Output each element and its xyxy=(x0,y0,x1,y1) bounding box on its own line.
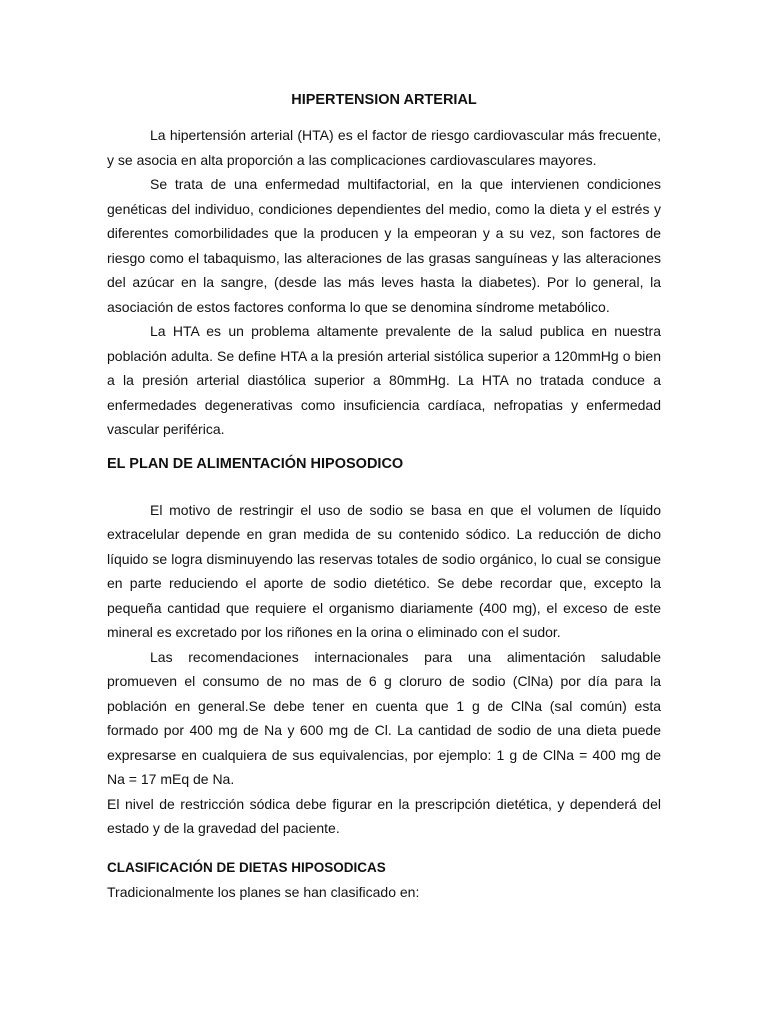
section-spacer xyxy=(107,841,661,856)
intro-paragraph-2: Se trata de una enfermedad multifactorial, en la que intervienen condiciones genéticas del individuo, condiciones dependientes del medio, como la dieta y el estrés y diferentes comorbilidades que la producen y la empeoran y a su vez, son factores de riesgo como el tabaquismo, las alteraciones de las grasas sanguíneas y las alteraciones del azúcar en la sangre, (desde las más leves hasta la diabetes). Por lo general, la asociación de estos factores conforma lo que se denomina síndrome metabólico. xyxy=(107,176,661,315)
section-spacer xyxy=(107,476,661,498)
section1-paragraph-1: El motivo de restringir el uso de sodio se basa en que el volumen de líquido extracelular depende en gran medida de su contenido sódico. La reducción de dicho líquido se logra disminuyendo las reservas totales de sodio orgánico, lo cual se consigue en parte reduciendo el aporte de sodio dietético. Se debe recordar que, excepto la pequeña cantidad que requiere el organismo diariamente (400 mg), el exceso de este mineral es excretado por los riñones en la orina o eliminado con el sudor. xyxy=(107,501,661,640)
document-page xyxy=(107,88,661,904)
section1-final-paragraph: El nivel de restricción sódica debe figurar en la prescripción dietética, y dependerá del estado y de la gravedad del paciente. xyxy=(107,795,661,836)
intro-paragraph-1: La hipertensión arterial (HTA) es el factor de riesgo cardiovascular más frecuente, y se asocia en alta proporción a las complicaciones cardiovasculares mayores. xyxy=(107,127,661,168)
section1-paragraph-2: Las recomendaciones internacionales para una alimentación saludable promueven el consumo de no mas de 6 g cloruro de sodio (ClNa) por día para la población en general.Se debe tener en cuenta que 1 g de ClNa (sal común) esta formado por 400 mg de Na y 600 mg de Cl. La cantidad de sodio de una dieta puede expresarse en cualquiera de sus equivalencias, por ejemplo: 1 g de ClNa = 400 mg de Na = 17 mEq de Na. xyxy=(107,648,661,787)
intro-paragraph-3: La HTA es un problema altamente prevalente de la salud publica en nuestra población adulta. Se define HTA a la presión arterial sistólica superior a 120mmHg o bien a la presión arterial diastólica superior a 80mmHg. La HTA no tratada conduce a enfermedades degenerativas como insuficiencia cardíaca, nefropatias y enfermedad vascular periférica. xyxy=(107,323,661,437)
document-title: HIPERTENSION ARTERIAL xyxy=(291,92,477,108)
section2-intro-paragraph: Tradicionalmente los planes se han clasificado en: xyxy=(107,883,420,900)
section-heading-plan-hiposodico: EL PLAN DE ALIMENTACIÓN HIPOSODICO xyxy=(107,455,404,472)
section-heading-clasificacion: CLASIFICACIÓN DE DIETAS HIPOSODICAS xyxy=(107,859,386,875)
